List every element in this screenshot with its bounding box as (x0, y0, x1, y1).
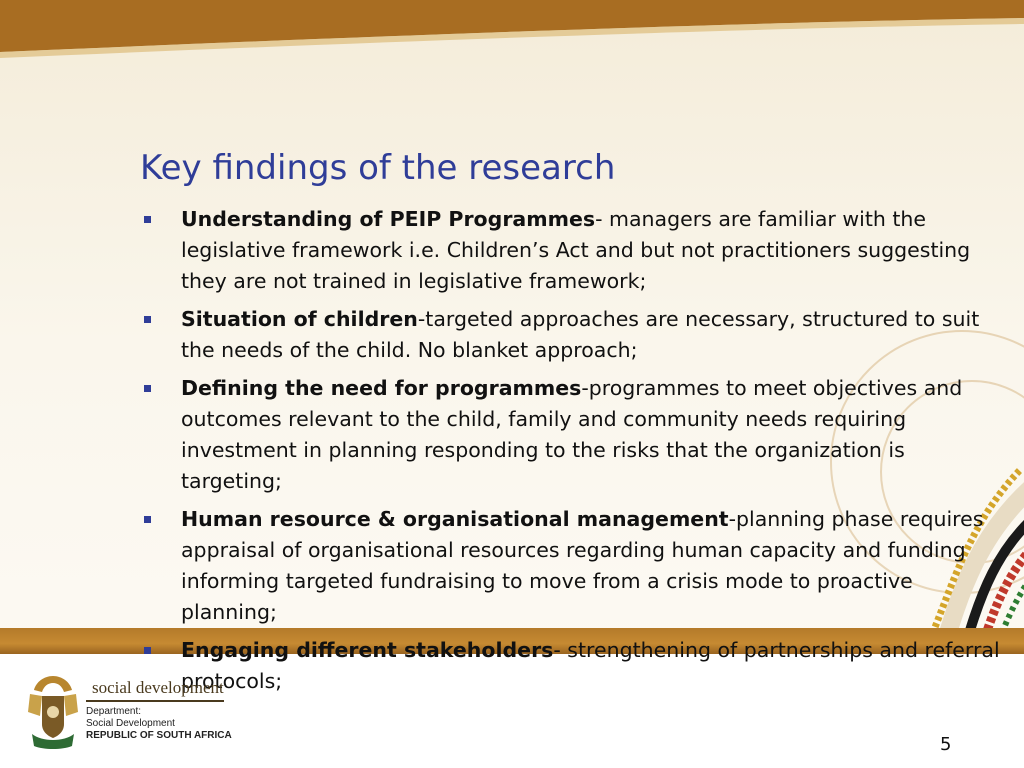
finding-text: - strengthening of partnerships and referral protocols; (181, 638, 1000, 693)
bullet-square-icon (144, 516, 151, 523)
department-logo (22, 672, 252, 752)
finding-text: -targeted approaches are necessary, structured to suit the needs of the child. No blanket approach; (181, 307, 980, 362)
coat-of-arms-icon (22, 672, 84, 750)
bullet-square-icon (144, 647, 151, 654)
bullet-square-icon (144, 316, 151, 323)
country-name: REPUBLIC OF SOUTH AFRICA (86, 730, 232, 741)
finding-heading: Human resource & organisational management (181, 507, 729, 531)
finding-item (144, 204, 1004, 297)
finding-heading: Engaging different stakeholders (181, 638, 554, 662)
department-text (86, 706, 232, 742)
slide-title: Key findings of the research (140, 148, 616, 188)
finding-item (144, 373, 1004, 497)
bullet-square-icon (144, 385, 151, 392)
finding-heading: Defining the need for programmes (181, 376, 582, 400)
finding-text: -planning phase requires appraisal of organisational resources regarding human capacity and funding informing targeted fundraising to move from a crisis mode to proactive planning; (181, 507, 984, 624)
findings-list (144, 204, 1004, 704)
dept-name: Social Development (86, 718, 175, 729)
finding-text: - managers are familiar with the legislative framework i.e. Children’s Act and but not practitioners suggesting they are not trained in legislative framework; (181, 207, 971, 293)
finding-item (144, 635, 1004, 697)
top-decorative-band (0, 0, 1024, 60)
bullet-square-icon (144, 216, 151, 223)
brand-divider (86, 700, 224, 702)
brand-name: social development (92, 678, 224, 697)
finding-text: -programmes to meet objectives and outcomes relevant to the child, family and community needs requiring investment in planning responding to the risks that the organization is targeting; (181, 376, 963, 493)
dept-label: Department: (86, 706, 142, 717)
finding-heading: Situation of children (181, 307, 418, 331)
finding-item (144, 504, 1004, 628)
finding-heading: Understanding of PEIP Programmes (181, 207, 596, 231)
page-number: 5 (940, 734, 952, 755)
finding-item (144, 304, 1004, 366)
